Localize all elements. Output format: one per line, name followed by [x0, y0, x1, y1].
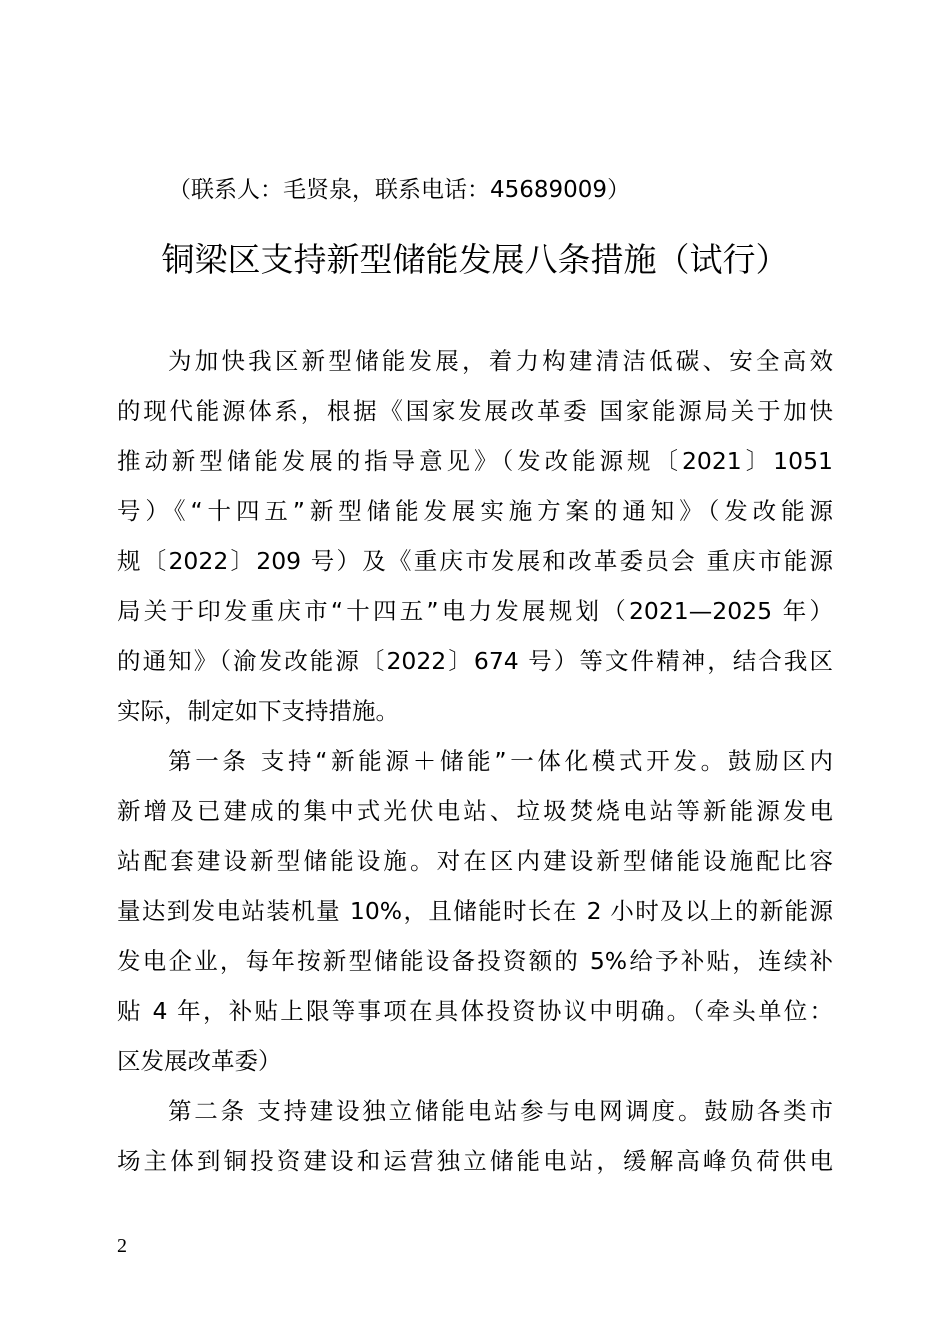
paragraph-intro [117, 336, 833, 736]
paragraph-line: 局关于印发重庆市“十四五”电力发展规划（2021—2025 年） [117, 597, 833, 625]
paragraph-line: 号）《“十四五”新型储能发展实施方案的通知》（发改能源 [117, 497, 833, 525]
paragraph-line: 推动新型储能发展的指导意见》（发改能源规〔2021〕1051 [117, 447, 833, 475]
paragraph-article-2 [117, 1086, 833, 1186]
paragraph-line: 的通知》（渝发改能源〔2022〕674 号）等文件精神，结合我区 [117, 647, 833, 675]
paragraph-line: 量达到发电站装机量 10%，且储能时长在 2 小时及以上的新能源 [117, 897, 833, 925]
paragraph-line: 新增及已建成的集中式光伏电站、垃圾焚烧电站等新能源发电 [117, 797, 833, 825]
contact-line: （联系人：毛贤泉，联系电话：45689009） [168, 177, 631, 203]
paragraph-line: 区发展改革委） [117, 1047, 282, 1075]
paragraph-line: 的现代能源体系，根据《国家发展改革委 国家能源局关于加快 [117, 397, 833, 425]
paragraph-line: 为加快我区新型储能发展，着力构建清洁低碳、安全高效 [168, 347, 833, 375]
paragraph-line: 第二条 支持建设独立储能电站参与电网调度。鼓励各类市 [168, 1097, 833, 1125]
paragraph-line: 规〔2022〕209 号）及《重庆市发展和改革委员会 重庆市能源 [117, 547, 833, 575]
paragraph-line: 贴 4 年，补贴上限等事项在具体投资协议中明确。（牵头单位： [117, 997, 833, 1025]
paragraph-line: 发电企业，每年按新型储能设备投资额的 5%给予补贴，连续补 [117, 947, 833, 975]
paragraph-line: 站配套建设新型储能设施。对在区内建设新型储能设施配比容 [117, 847, 833, 875]
page-number: 2 [117, 1235, 127, 1257]
paragraph-article-1 [117, 736, 833, 1086]
paragraph-line: 第一条 支持“新能源＋储能”一体化模式开发。鼓励区内 [168, 747, 833, 775]
paragraph-line: 场主体到铜投资建设和运营独立储能电站，缓解高峰负荷供电 [117, 1147, 833, 1175]
paragraph-line: 实际，制定如下支持措施。 [117, 697, 399, 725]
document-title: 铜梁区支持新型储能发展八条措施（试行） [161, 240, 789, 279]
